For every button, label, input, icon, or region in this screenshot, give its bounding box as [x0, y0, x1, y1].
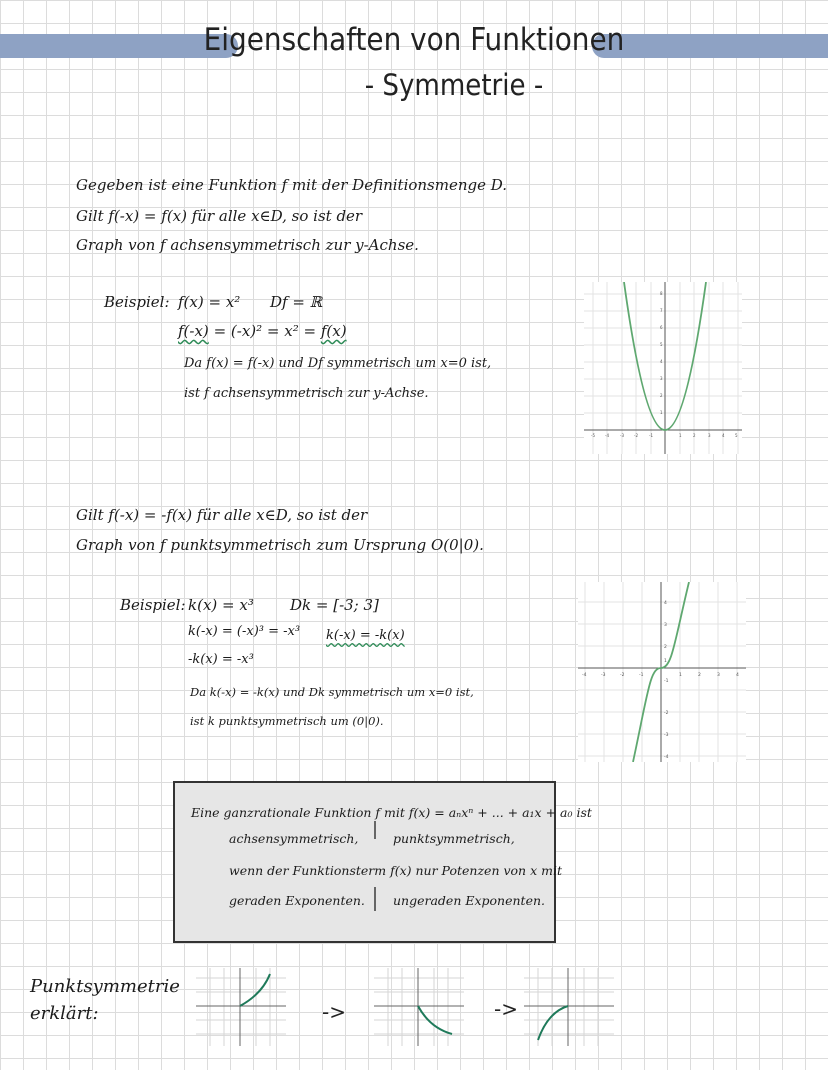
rotation-step-1	[196, 968, 286, 1046]
cubic-ytick: 1	[664, 659, 667, 664]
parabola-graph	[584, 282, 742, 454]
cubic-xtick: 2	[698, 673, 701, 678]
cubic-xtick: 3	[717, 673, 720, 678]
rotation-step-3-curve	[538, 1006, 568, 1040]
example1-function: f(x) = x²	[178, 293, 241, 311]
example1-calc	[178, 322, 347, 340]
parabola-xtick: 5	[735, 433, 738, 438]
page-title: Eigenschaften von Funktionen	[203, 22, 625, 58]
cubic-xtick: 1	[679, 673, 682, 678]
example2-domain: Dk = [-3; 3]	[290, 596, 379, 614]
cubic-graph	[578, 582, 746, 762]
section1-intro-3: Graph von f achsensymmetrisch zur y-Achse.	[76, 236, 419, 254]
parabola-ytick: 7	[660, 308, 663, 313]
cubic-ytick: -3	[664, 733, 669, 738]
cubic-ytick: -1	[664, 679, 669, 684]
cubic-xtick: -2	[620, 673, 625, 678]
cubic-xtick: -3	[601, 673, 606, 678]
cubic-xtick: -4	[582, 673, 587, 678]
example1-conclusion-2: ist f achsensymmetrisch zur y-Achse.	[184, 386, 429, 401]
summary-box	[173, 781, 592, 943]
example2-label: Beispiel:	[120, 596, 186, 614]
parabola-ytick: 6	[660, 325, 663, 330]
parabola-xtick: 3	[708, 433, 711, 438]
example1-calc-rhs: f(x)	[320, 322, 347, 340]
section1-intro-1: Gegeben ist eine Funktion f mit der Definitionsmenge D.	[76, 176, 508, 194]
arrow-1: ->	[322, 1000, 346, 1024]
example2-conclusion-1: Da k(-x) = -k(x) und Dk symmetrisch um x=0 ist,	[190, 685, 474, 699]
example1-calc-mid: = (-x)² = x² =	[213, 322, 317, 340]
parabola-xtick: -1	[649, 433, 653, 438]
parabola-ytick: 1	[660, 410, 663, 415]
cubic-ytick: 2	[664, 645, 667, 650]
cubic-ytick: -4	[664, 755, 669, 760]
parabola-ytick: 3	[660, 376, 663, 381]
parabola-ytick: 5	[660, 342, 663, 347]
summary-right-2: ungeraden Exponenten.	[393, 893, 545, 908]
parabola-xtick: -2	[634, 433, 638, 438]
cubic-ytick: 3	[664, 623, 667, 628]
cubic-ytick: -2	[664, 711, 669, 716]
parabola-xtick: -4	[605, 433, 609, 438]
example2-function: k(x) = x³	[188, 596, 254, 614]
example2-calc-1: k(-x) = (-x)³ = -x³	[188, 624, 301, 639]
example1-calc-lhs: f(-x)	[178, 322, 209, 340]
rotation-step-3	[524, 968, 614, 1046]
cubic-ytick: 4	[664, 601, 667, 606]
summary-line-3: wenn der Funktionsterm f(x) nur Potenzen von x mit	[229, 863, 562, 878]
example2-conclusion-2: ist k punktsymmetrisch um (0|0).	[190, 714, 384, 728]
rotation-step-1-curve	[240, 974, 270, 1006]
parabola-xtick: -3	[620, 433, 624, 438]
section1-intro-2: Gilt f(-x) = f(x) für alle x∈D, so ist der	[76, 207, 363, 225]
cubic-xtick: 4	[736, 673, 739, 678]
parabola-xtick: -5	[591, 433, 595, 438]
parabola-xtick: 4	[722, 433, 725, 438]
summary-line-1: Eine ganzrationale Funktion f mit f(x) = aₙxⁿ + ... + a₁x + a₀ ist	[191, 805, 592, 820]
parabola-xtick: 1	[679, 433, 682, 438]
section2-intro-2: Graph von f punktsymmetrisch zum Ursprung O(0|0).	[76, 536, 484, 554]
example1-label: Beispiel:	[104, 293, 170, 311]
section2-intro-1: Gilt f(-x) = -f(x) für alle x∈D, so ist der	[76, 506, 368, 524]
example2-calc-2: -k(x) = -x³	[188, 652, 254, 667]
parabola-ytick: 4	[660, 359, 663, 364]
arrow-2: ->	[494, 997, 518, 1021]
parabola-ytick: 8	[660, 291, 663, 296]
summary-divider	[373, 821, 377, 911]
example1-conclusion-1: Da f(x) = f(-x) und Df symmetrisch um x=0 ist,	[184, 356, 492, 371]
parabola-xtick: 2	[693, 433, 696, 438]
summary-right-1: punktsymmetrisch,	[393, 831, 515, 846]
example2-result: k(-x) = -k(x)	[326, 628, 405, 643]
parabola-ytick: 2	[660, 393, 663, 398]
footer-label-1: Punktsymmetrie	[30, 976, 180, 997]
summary-left-2: geraden Exponenten.	[229, 893, 365, 908]
summary-left-1: achsensymmetrisch,	[229, 831, 359, 846]
example1-domain: Df = ℝ	[270, 293, 323, 311]
cubic-xtick: -1	[639, 673, 644, 678]
rotation-step-2	[374, 968, 464, 1046]
footer-label-2: erklärt:	[30, 1003, 99, 1024]
page-subtitle: - Symmetrie -	[364, 68, 544, 102]
